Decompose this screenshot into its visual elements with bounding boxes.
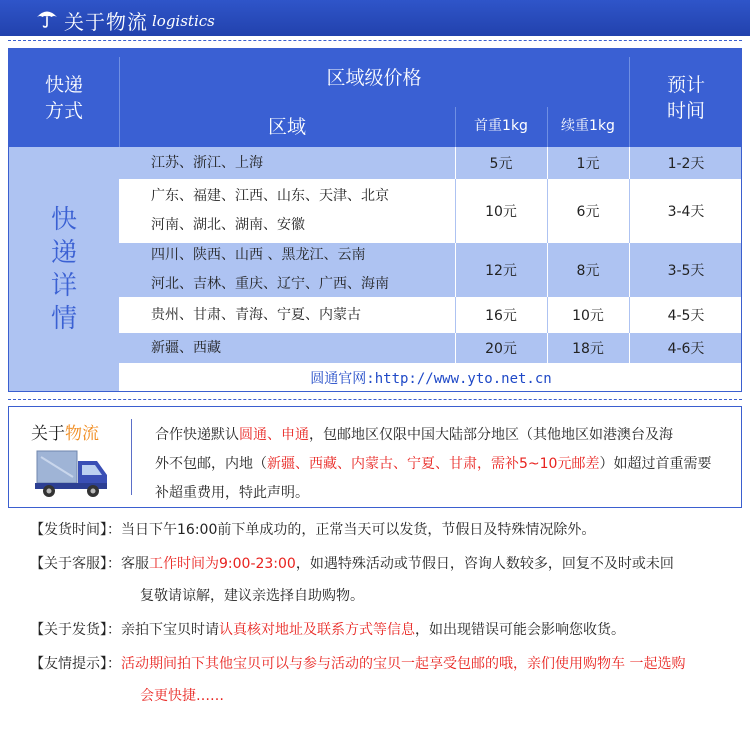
divider — [8, 40, 742, 41]
delivery-days: 3-4天 — [629, 179, 742, 243]
col-header-extra: 续重1kg — [547, 103, 629, 147]
extra-weight-price: 10元 — [547, 297, 629, 333]
area-text: 贵州、甘肃、青海、宁夏、内蒙古 — [151, 306, 361, 323]
table-row — [119, 147, 455, 179]
price-table — [8, 48, 742, 392]
note-shipping-time: 【发货时间】：当日下午16:00前下单成功的，正常当天可以发货，节假日及特殊情况除外。 — [30, 522, 596, 538]
table-row — [119, 179, 455, 243]
note-friendly-tip-cont: 会更快捷…… — [140, 688, 224, 704]
area-text: 河南、湖北、湖南、安徽 — [151, 217, 305, 233]
area-text: 广东、福建、江西、山东、天津、北京 — [151, 188, 389, 204]
extra-weight-price: 8元 — [547, 243, 629, 297]
divider — [8, 399, 742, 400]
about-line-2: 外不包邮，内地（新疆、西藏、内蒙古、宁夏、甘肃，需补5~10元邮差）如超过首重需要 — [155, 456, 712, 472]
first-weight-price: 20元 — [455, 333, 547, 363]
header-title: 关于物流 — [64, 10, 148, 34]
col-header-first: 首重1kg — [455, 103, 547, 147]
side-label-details: 快递详情 — [9, 147, 119, 392]
extra-weight-price: 1元 — [547, 147, 629, 179]
first-weight-price: 12元 — [455, 243, 547, 297]
umbrella-icon — [36, 8, 58, 28]
area-text: 四川、陕西、山西 、黑龙江、云南 — [151, 247, 366, 263]
header-subtitle: logistics — [152, 12, 215, 30]
website-link[interactable]: 圆通官网:http://www.yto.net.cn — [119, 363, 742, 392]
section-header — [0, 0, 750, 36]
delivery-days: 1-2天 — [629, 147, 742, 179]
about-title — [31, 419, 99, 444]
delivery-days: 4-5天 — [629, 297, 742, 333]
first-weight-price: 5元 — [455, 147, 547, 179]
about-line-1: 合作快递默认圆通、申通，包邮地区仅限中国大陆部分地区（其他地区如港澳台及海 — [155, 427, 673, 443]
about-line-3: 补超重费用，特此声明。 — [155, 485, 309, 501]
area-text: 河北、吉林、重庆、辽宁、广西、海南 — [151, 276, 389, 292]
first-weight-price: 10元 — [455, 179, 547, 243]
area-text: 新疆、西藏 — [151, 339, 221, 356]
col-header-area: 区域 — [119, 103, 455, 147]
note-customer-service-cont: 复敬请谅解，建议亲选择自助购物。 — [140, 588, 364, 604]
table-row — [119, 333, 455, 363]
about-title-a: 关于 — [31, 424, 65, 444]
note-customer-service: 【关于客服】：客服工作时间为9:00-23:00，如遇特殊活动或节假日，咨询人数较多，回复不及时或未回 — [30, 556, 674, 572]
delivery-truck-icon — [35, 447, 109, 503]
col-header-method: 快递方式 — [9, 49, 119, 147]
area-text: 江苏、浙江、上海 — [151, 154, 263, 171]
delivery-days: 4-6天 — [629, 333, 742, 363]
extra-weight-price: 18元 — [547, 333, 629, 363]
note-delivery: 【关于发货】：亲拍下宝贝时请认真核对地址及联系方式等信息，如出现错误可能会影响您收货。 — [30, 622, 625, 638]
first-weight-price: 16元 — [455, 297, 547, 333]
note-friendly-tip: 【友情提示】：活动期间拍下其他宝贝可以与参与活动的宝贝一起享受包邮的哦，亲们使用购物车 一起选购 — [30, 656, 686, 672]
col-header-price: 区域级价格 — [119, 49, 629, 103]
about-title-b: 物流 — [65, 424, 99, 444]
about-logistics-box — [8, 406, 742, 508]
table-row — [119, 243, 455, 297]
col-header-time: 预计时间 — [629, 49, 742, 147]
extra-weight-price: 6元 — [547, 179, 629, 243]
delivery-days: 3-5天 — [629, 243, 742, 297]
table-row — [119, 297, 455, 333]
